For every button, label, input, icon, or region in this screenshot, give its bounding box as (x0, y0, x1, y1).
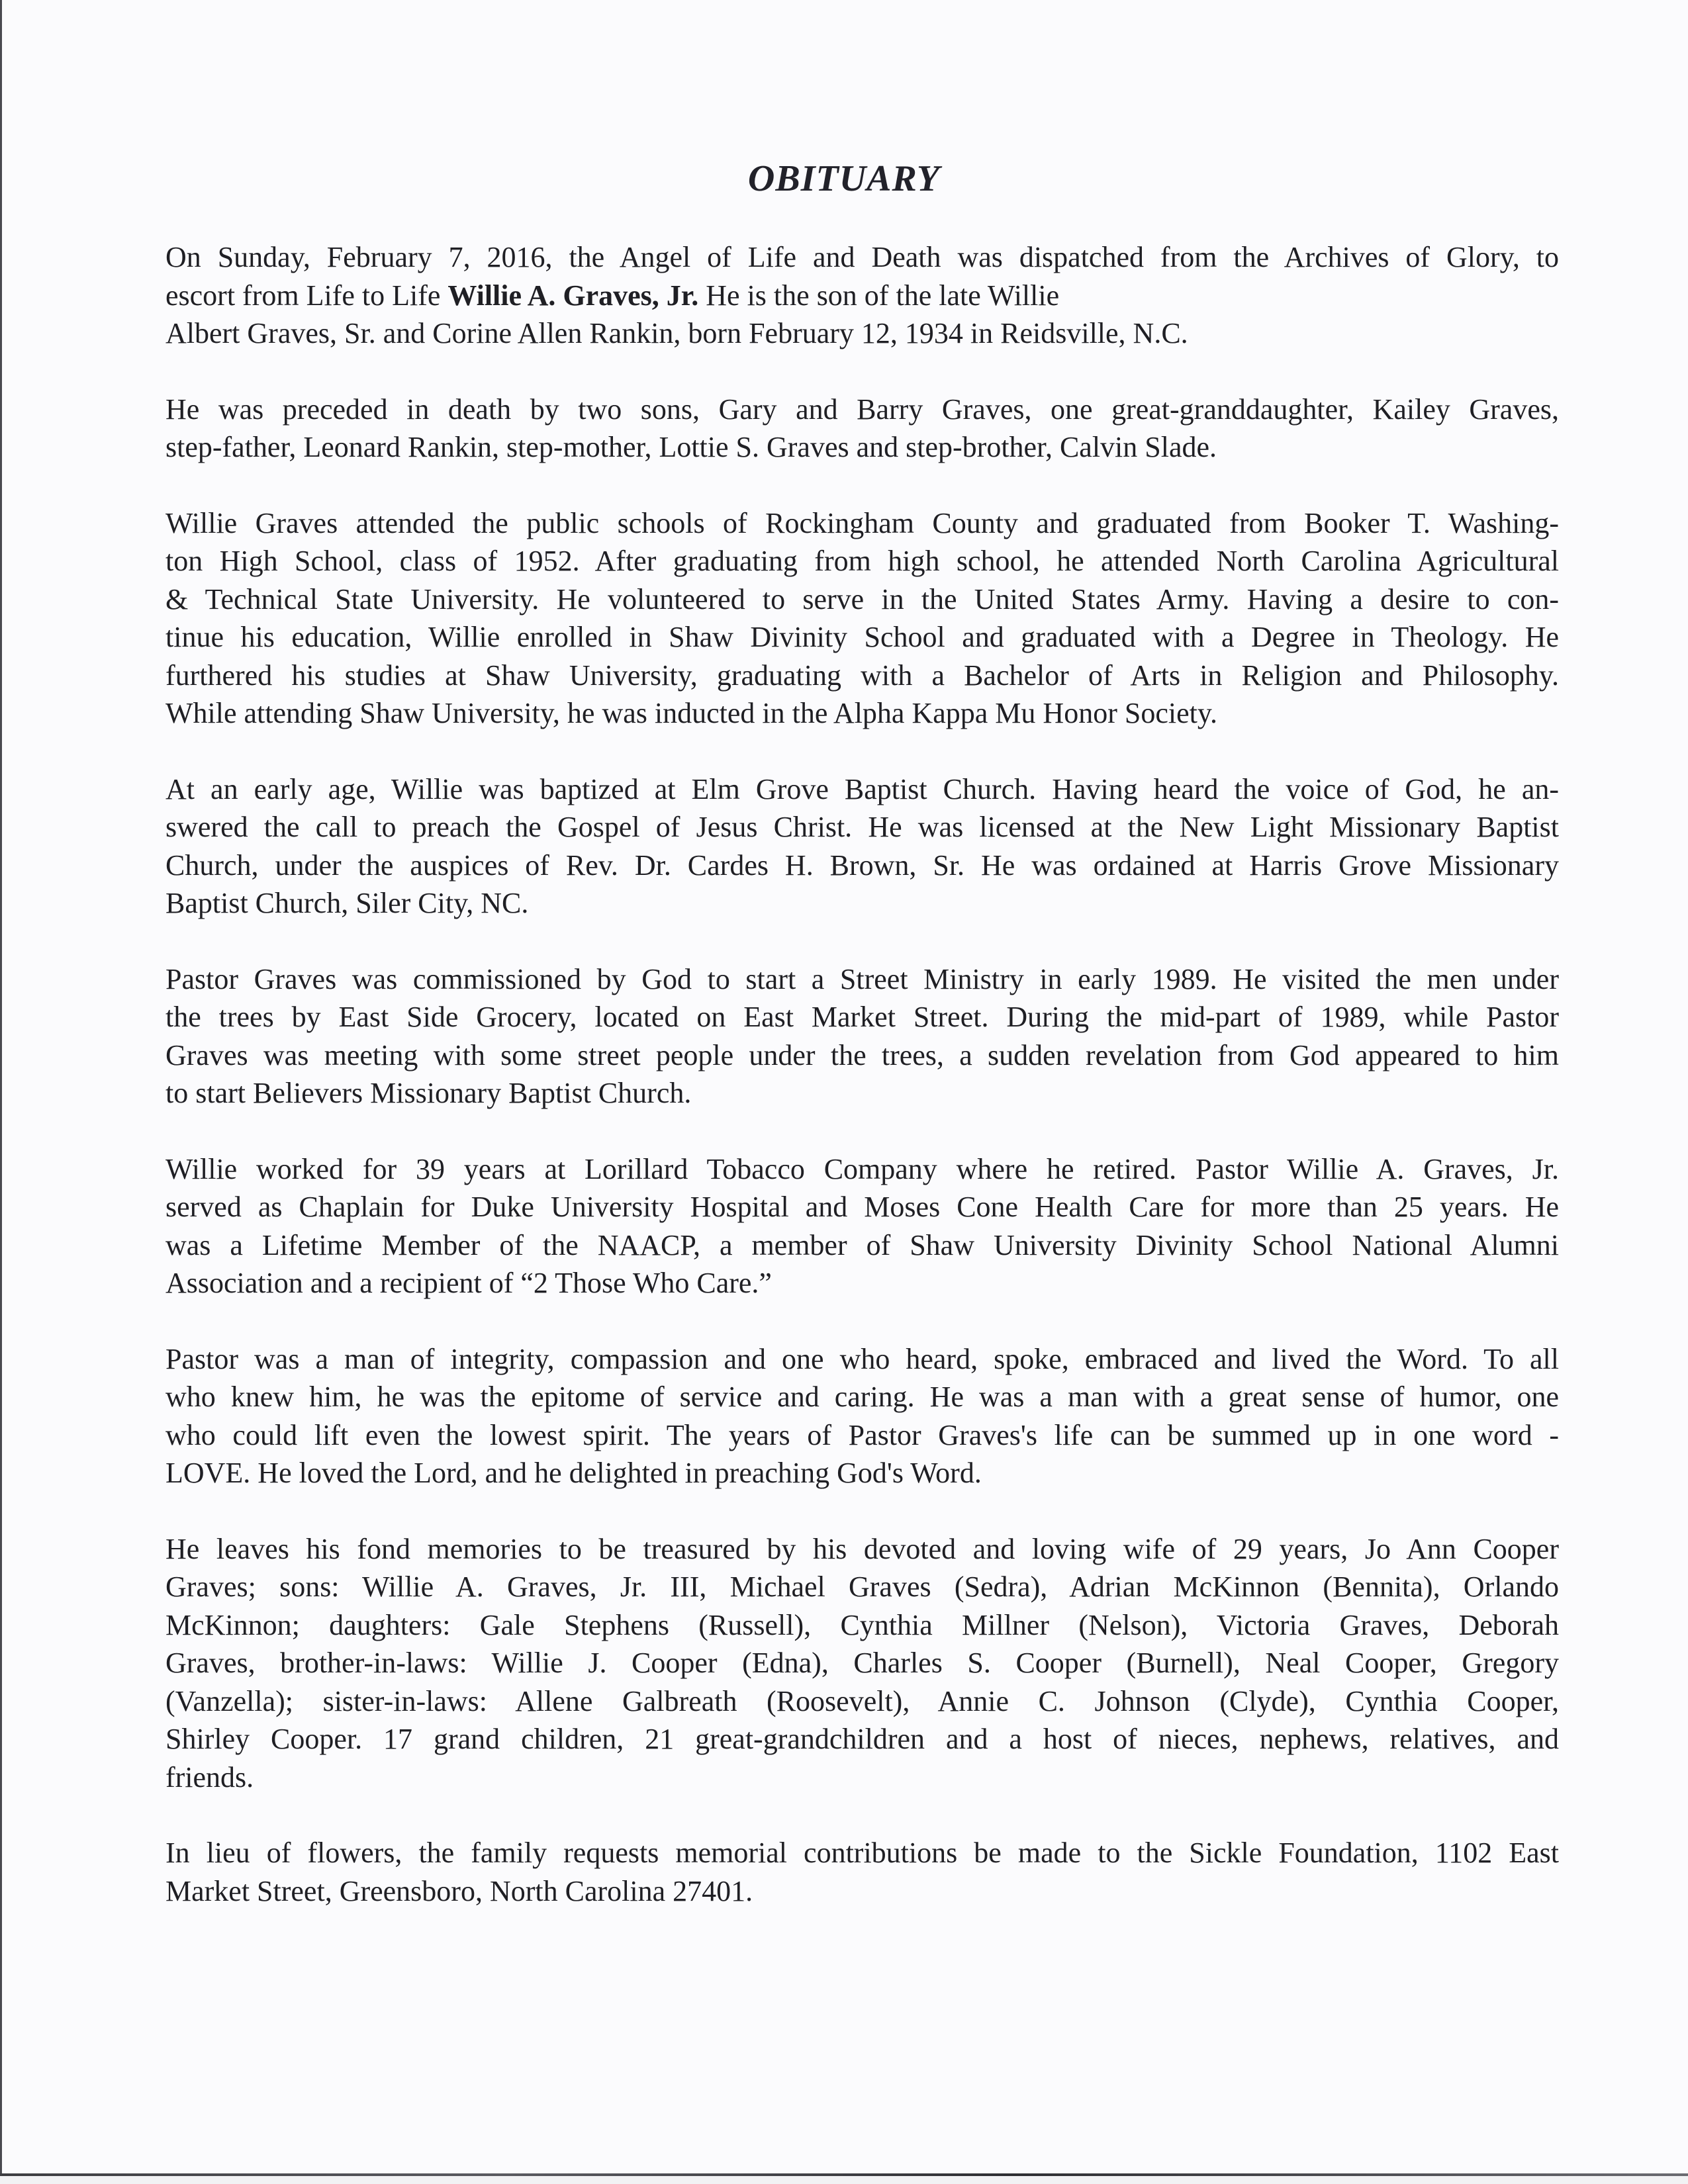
text-line: He leaves his fond memories to be treasured by his devoted and loving wife of 29 years, Jo Ann Cooper (165, 1532, 1559, 1565)
text-line: step-father, Leonard Rankin, step-mother, Lottie S. Graves and step-brother, Calvin Slade. (165, 431, 1217, 463)
text-line: Association and a recipient of “2 Those Who Care.” (165, 1267, 772, 1299)
paragraph-calling (165, 770, 1559, 923)
text-line: Graves was meeting with some street people under the trees, a sudden revelation from God appeared to him (165, 1038, 1559, 1071)
text-line: Willie worked for 39 years at Lorillard Tobacco Company where he retired. Pastor Willie A. Graves, Jr. (165, 1152, 1559, 1185)
paragraph-career (165, 1150, 1559, 1302)
text-line: friends. (165, 1760, 254, 1794)
paragraph-survivors (165, 1530, 1559, 1797)
text-line: & Technical State University. He volunteered to serve in the United States Army. Having a desire to con- (165, 582, 1559, 615)
document-title: OBITUARY (747, 158, 941, 199)
obituary-body (165, 238, 1559, 1948)
paragraph-education (165, 504, 1559, 733)
paragraph-preceded-in-death (165, 390, 1559, 467)
text-line: While attending Shaw University, he was inducted in the Alpha Kappa Mu Honor Society. (165, 697, 1217, 729)
text-line: Market Street, Greensboro, North Carolina 27401. (165, 1874, 753, 1907)
text-line: to start Believers Missionary Baptist Church. (165, 1077, 692, 1109)
scan-left-edge (0, 0, 2, 2174)
text-line: tinue his education, Willie enrolled in Shaw Divinity School and graduated with a Degree in Theology. He (165, 621, 1559, 653)
text-line: Baptist Church, Siler City, NC. (165, 887, 529, 919)
text-line: Pastor was a man of integrity, compassion and one who heard, spoke, embraced and lived the Word. To all (165, 1342, 1559, 1375)
paragraph-memorial-contributions (165, 1834, 1559, 1910)
text-line: swered the call to preach the Gospel of Jesus Christ. He was licensed at the New Light Missionary Baptist (165, 811, 1559, 843)
text-line: (Vanzella); sister-in-laws: Allene Galbreath (Roosevelt), Annie C. Johnson (Clyde), Cynthia Cooper, (165, 1684, 1559, 1717)
paragraph-character (165, 1340, 1559, 1492)
text-line: ton High School, class of 1952. After graduating from high school, he attended North Carolina Agricultural (165, 545, 1559, 577)
text-line: He was preceded in death by two sons, Gary and Barry Graves, one great-granddaughter, Kailey Graves, (165, 392, 1559, 426)
text-line: Albert Graves, Sr. and Corine Allen Rankin, born February 12, 1934 in Reidsville, N.C. (165, 317, 1188, 349)
text-line: LOVE. He loved the Lord, and he delighted in preaching God's Word. (165, 1457, 982, 1489)
text-line: served as Chaplain for Duke University Hospital and Moses Cone Health Care for more than 25 years. He (165, 1191, 1559, 1223)
text-line: the trees by East Side Grocery, located on East Market Street. During the mid-part of 1989, while Pastor (165, 1001, 1559, 1033)
text-line: who knew him, he was the epitome of service and caring. He was a man with a great sense of humor, one (165, 1381, 1559, 1413)
text-line: In lieu of flowers, the family requests memorial contributions be made to the Sickle Foundation, 1102 East (165, 1837, 1559, 1869)
paragraph-death-announcement (165, 238, 1559, 353)
text-line: McKinnon; daughters: Gale Stephens (Russell), Cynthia Millner (Nelson), Victoria Graves, Deborah (165, 1608, 1559, 1641)
text-line: At an early age, Willie was baptized at Elm Grove Baptist Church. Having heard the voice of God, he an- (165, 772, 1559, 805)
paragraph-street-ministry (165, 960, 1559, 1113)
text-line: Graves; sons: Willie A. Graves, Jr. III, Michael Graves (Sedra), Adrian McKinnon (Bennita), Orlando (165, 1570, 1559, 1603)
text-line: On Sunday, February 7, 2016, the Angel of Life and Death was dispatched from the Archives of Glory, to (165, 241, 1559, 273)
text-segment: He is the son of the late Willie (698, 279, 1060, 312)
text-segment: escort from Life to Life (165, 279, 448, 312)
text-line: Willie Graves attended the public schools of Rockingham County and graduated from Booker T. Washing- (165, 506, 1559, 539)
text-line: was a Lifetime Member of the NAACP, a member of Shaw University Divinity School National Alumni (165, 1228, 1559, 1261)
text-line: furthered his studies at Shaw University, graduating with a Bachelor of Arts in Religion and Philosophy. (165, 659, 1559, 692)
text-line (165, 277, 1559, 315)
deceased-name: Willie A. Graves, Jr. (447, 279, 699, 312)
text-line: Pastor Graves was commissioned by God to start a Street Ministry in early 1989. He visited the men under (165, 962, 1559, 995)
scan-background (0, 2176, 1688, 2184)
text-line: who could lift even the lowest spirit. The years of Pastor Graves's life can be summed up in one word - (165, 1418, 1559, 1451)
text-line: Shirley Cooper. 17 grand children, 21 great-grandchildren and a host of nieces, nephews, relatives, and (165, 1723, 1559, 1755)
text-line: Graves, brother-in-laws: Willie J. Cooper (Edna), Charles S. Cooper (Burnell), Neal Cooper, Gregory (165, 1647, 1559, 1679)
text-line: Church, under the auspices of Rev. Dr. Cardes H. Brown, Sr. He was ordained at Harris Grove Missionary (165, 848, 1559, 882)
